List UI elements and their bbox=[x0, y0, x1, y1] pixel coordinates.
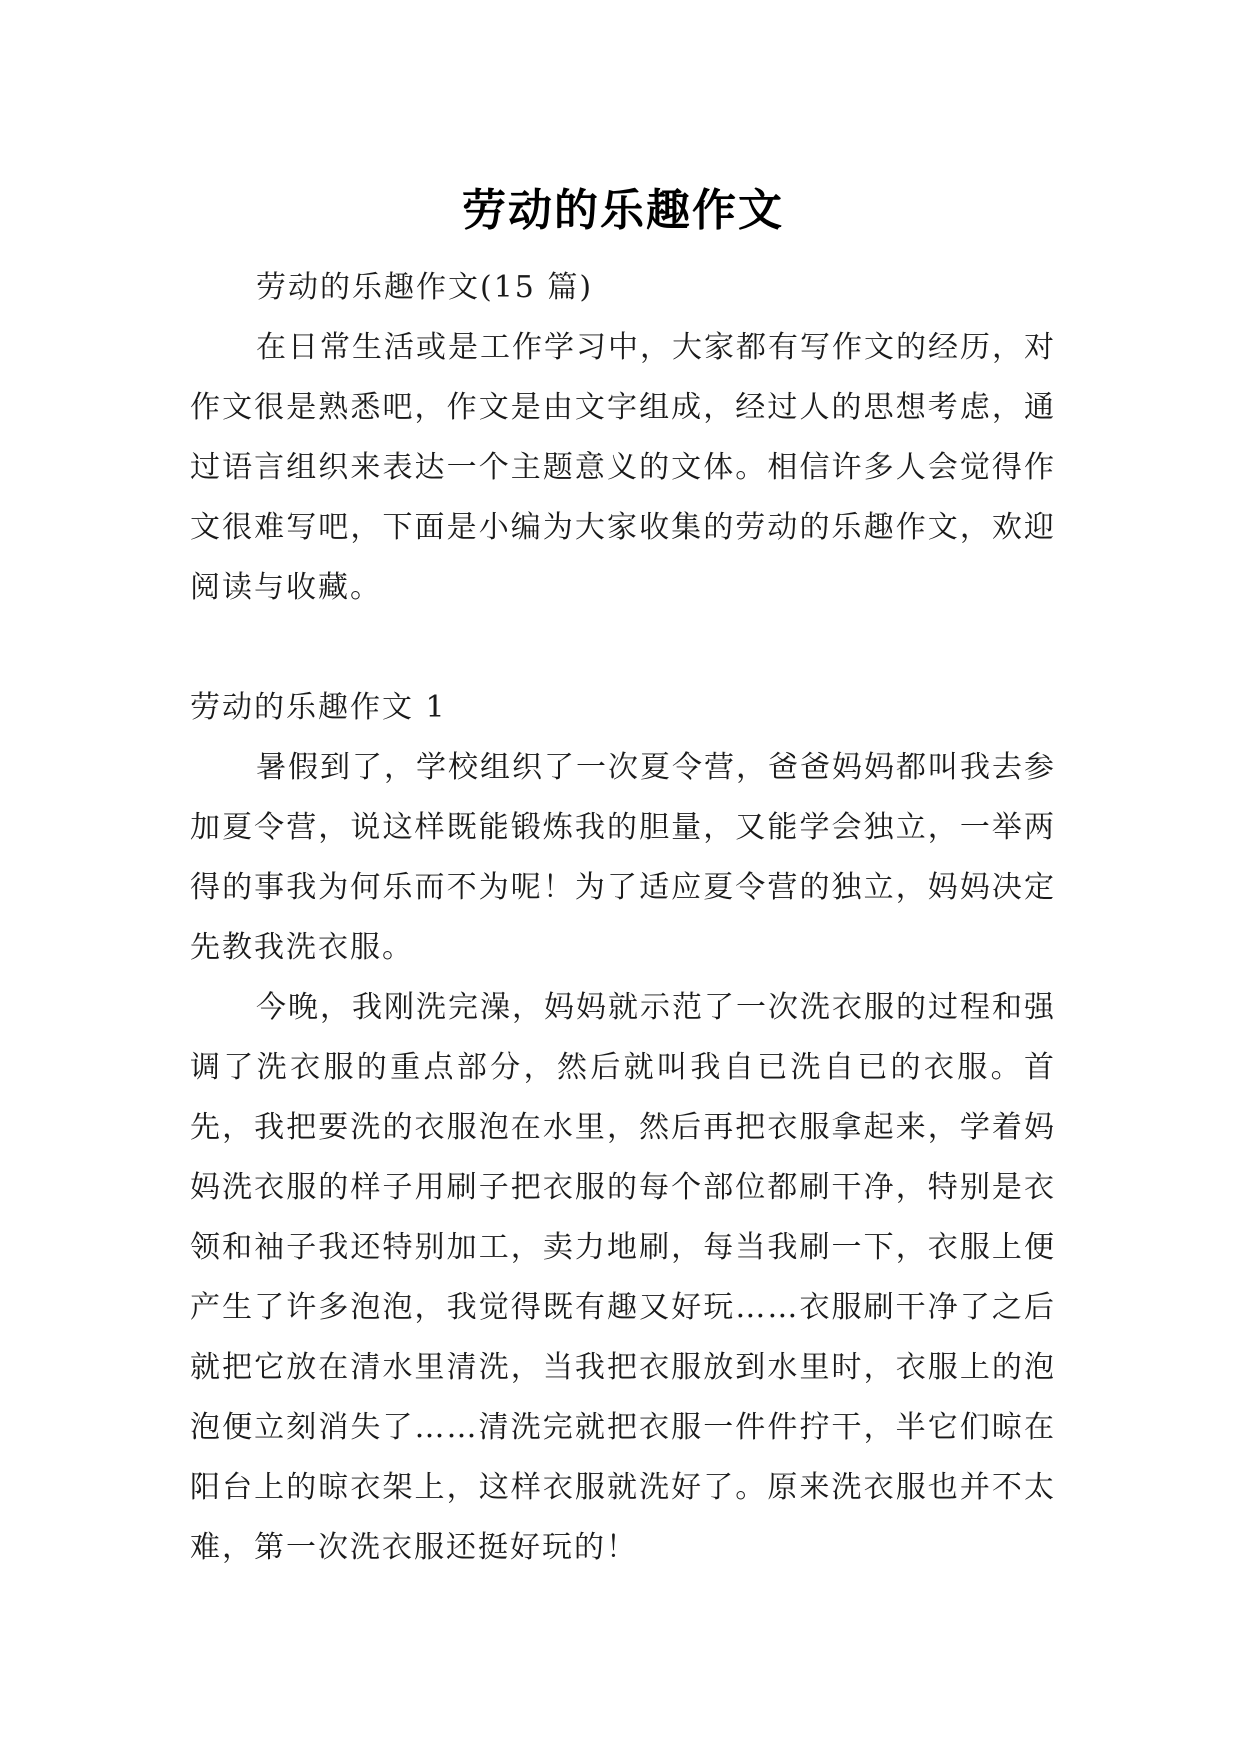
document-title: 劳动的乐趣作文 bbox=[462, 185, 784, 237]
section-heading: 劳动的乐趣作文 1 bbox=[190, 690, 447, 725]
body-paragraph: 暑假到了，学校组织了一次夏令营，爸爸妈妈都叫我去参加夏令营，说这样既能锻炼我的胆量，又能学会独立，一举两得的事我为何乐而不为呢！为了适应夏令营的独立，妈妈决定先教我洗衣服。 bbox=[190, 750, 1056, 965]
document-subtitle: 劳动的乐趣作文(15 篇) bbox=[256, 270, 594, 305]
body-paragraph: 今晚，我刚洗完澡，妈妈就示范了一次洗衣服的过程和强调了洗衣服的重点部分，然后就叫我自已洗自已的衣服。首先，我把要洗的衣服泡在水里，然后再把衣服拿起来，学着妈妈洗衣服的样子用刷子把衣服的每个部位都刷干净，特别是衣领和袖子我还特别加工，卖力地刷，每当我刷一下，衣服上便产生了许多泡泡，我觉得既有趣又好玩……衣服刷干净了之后就把它放在清水里清洗，当我把衣服放到水里时，衣服上的泡泡便立刻消失了……清洗完就把衣服一件件拧干，半它们晾在阳台上的晾衣架上，这样衣服就洗好了。原来洗衣服也并不太难，第一次洗衣服还挺好玩的！ bbox=[190, 990, 1056, 1565]
intro-paragraph: 在日常生活或是工作学习中，大家都有写作文的经历，对作文很是熟悉吧，作文是由文字组成，经过人的思想考虑，通过语言组织来表达一个主题意义的文体。相信许多人会觉得作文很难写吧，下面是小编为大家收集的劳动的乐趣作文，欢迎阅读与收藏。 bbox=[190, 330, 1056, 605]
document-body bbox=[190, 258, 1056, 1578]
